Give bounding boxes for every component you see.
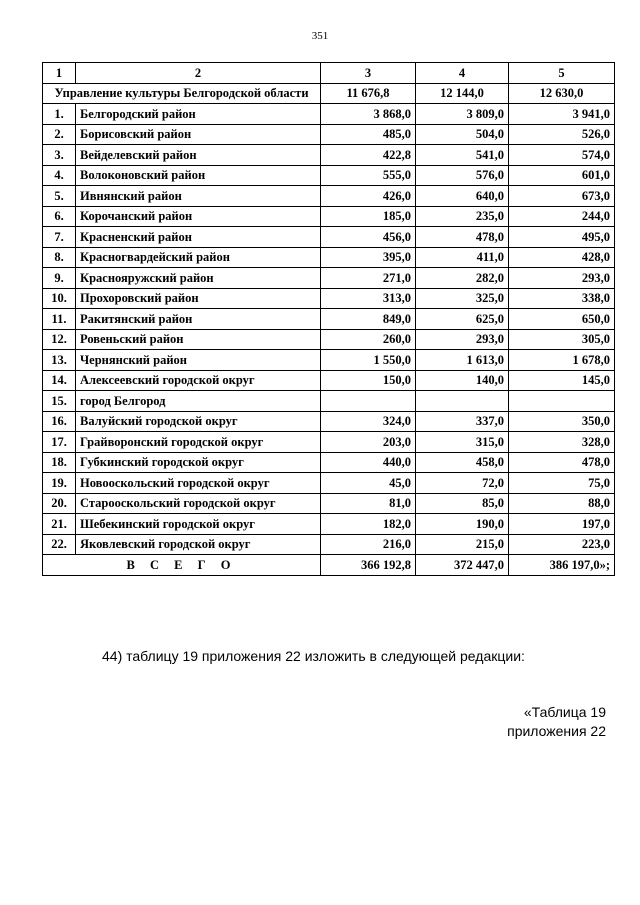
value-col5: 495,0 bbox=[509, 227, 615, 248]
table-row bbox=[43, 473, 615, 494]
total-value: 386 197,0»; bbox=[509, 555, 615, 576]
total-value: 366 192,8 bbox=[321, 555, 416, 576]
row-number: 2. bbox=[43, 124, 76, 145]
row-number: 20. bbox=[43, 493, 76, 514]
district-name: Белгородский район bbox=[76, 104, 321, 125]
value-col5: 1 678,0 bbox=[509, 350, 615, 371]
value-col3: 81,0 bbox=[321, 493, 416, 514]
district-name: Борисовский район bbox=[76, 124, 321, 145]
value-col5: 305,0 bbox=[509, 329, 615, 350]
table-row bbox=[43, 206, 615, 227]
row-number: 14. bbox=[43, 370, 76, 391]
value-col3: 849,0 bbox=[321, 309, 416, 330]
department-row bbox=[43, 83, 615, 104]
value-col4: 541,0 bbox=[416, 145, 509, 166]
district-name: Валуйский городской округ bbox=[76, 411, 321, 432]
table-row bbox=[43, 432, 615, 453]
row-number: 15. bbox=[43, 391, 76, 412]
table-row bbox=[43, 534, 615, 555]
value-col4: 1 613,0 bbox=[416, 350, 509, 371]
row-number: 11. bbox=[43, 309, 76, 330]
value-col3 bbox=[321, 391, 416, 412]
column-number: 4 bbox=[416, 63, 509, 84]
caption-line: «Таблица 19 bbox=[523, 704, 606, 720]
column-number-row bbox=[43, 63, 615, 84]
row-number: 8. bbox=[43, 247, 76, 268]
table-row bbox=[43, 329, 615, 350]
value-col3: 440,0 bbox=[321, 452, 416, 473]
value-col5: 3 941,0 bbox=[509, 104, 615, 125]
value-col3: 426,0 bbox=[321, 186, 416, 207]
value-col4: 478,0 bbox=[416, 227, 509, 248]
budget-table bbox=[42, 62, 615, 576]
table-row bbox=[43, 452, 615, 473]
row-number: 21. bbox=[43, 514, 76, 535]
table-row bbox=[43, 411, 615, 432]
value-col5: 428,0 bbox=[509, 247, 615, 268]
table-row bbox=[43, 104, 615, 125]
district-name: Вейделевский район bbox=[76, 145, 321, 166]
row-number: 18. bbox=[43, 452, 76, 473]
value-col5: 650,0 bbox=[509, 309, 615, 330]
row-number: 5. bbox=[43, 186, 76, 207]
row-number: 22. bbox=[43, 534, 76, 555]
value-col5: 88,0 bbox=[509, 493, 615, 514]
value-col4: 625,0 bbox=[416, 309, 509, 330]
value-col4: 315,0 bbox=[416, 432, 509, 453]
value-col4: 3 809,0 bbox=[416, 104, 509, 125]
district-name: Грайворонский городской округ bbox=[76, 432, 321, 453]
district-name: Ивнянский район bbox=[76, 186, 321, 207]
table-row bbox=[43, 514, 615, 535]
row-number: 4. bbox=[43, 165, 76, 186]
district-name: город Белгород bbox=[76, 391, 321, 412]
table-row bbox=[43, 145, 615, 166]
value-col3: 182,0 bbox=[321, 514, 416, 535]
value-col5: 350,0 bbox=[509, 411, 615, 432]
value-col5 bbox=[509, 391, 615, 412]
value-col4: 325,0 bbox=[416, 288, 509, 309]
value-col4: 72,0 bbox=[416, 473, 509, 494]
row-number: 12. bbox=[43, 329, 76, 350]
value-col5: 244,0 bbox=[509, 206, 615, 227]
district-name: Волоконовский район bbox=[76, 165, 321, 186]
value-col3: 555,0 bbox=[321, 165, 416, 186]
value-col4 bbox=[416, 391, 509, 412]
value-col3: 1 550,0 bbox=[321, 350, 416, 371]
table-row bbox=[43, 247, 615, 268]
value-col5: 293,0 bbox=[509, 268, 615, 289]
department-value: 12 144,0 bbox=[416, 83, 509, 104]
table-row bbox=[43, 124, 615, 145]
column-number: 3 bbox=[321, 63, 416, 84]
district-name: Прохоровский район bbox=[76, 288, 321, 309]
value-col3: 3 868,0 bbox=[321, 104, 416, 125]
district-name: Новооскольский городской округ bbox=[76, 473, 321, 494]
table-row bbox=[43, 309, 615, 330]
value-col4: 504,0 bbox=[416, 124, 509, 145]
value-col5: 601,0 bbox=[509, 165, 615, 186]
value-col4: 235,0 bbox=[416, 206, 509, 227]
value-col4: 190,0 bbox=[416, 514, 509, 535]
district-name: Ракитянский район bbox=[76, 309, 321, 330]
district-name: Чернянский район bbox=[76, 350, 321, 371]
table-caption bbox=[507, 703, 606, 741]
column-number: 2 bbox=[76, 63, 321, 84]
value-col3: 203,0 bbox=[321, 432, 416, 453]
value-col5: 338,0 bbox=[509, 288, 615, 309]
district-name: Краснояружский район bbox=[76, 268, 321, 289]
value-col4: 640,0 bbox=[416, 186, 509, 207]
row-number: 3. bbox=[43, 145, 76, 166]
row-number: 1. bbox=[43, 104, 76, 125]
district-name: Шебекинский городской округ bbox=[76, 514, 321, 535]
row-number: 10. bbox=[43, 288, 76, 309]
district-name: Яковлевский городской округ bbox=[76, 534, 321, 555]
value-col4: 411,0 bbox=[416, 247, 509, 268]
value-col5: 197,0 bbox=[509, 514, 615, 535]
department-value: 11 676,8 bbox=[321, 83, 416, 104]
value-col3: 456,0 bbox=[321, 227, 416, 248]
district-name: Алексеевский городской округ bbox=[76, 370, 321, 391]
value-col4: 458,0 bbox=[416, 452, 509, 473]
total-value: 372 447,0 bbox=[416, 555, 509, 576]
value-col5: 673,0 bbox=[509, 186, 615, 207]
value-col4: 215,0 bbox=[416, 534, 509, 555]
district-name: Губкинский городской округ bbox=[76, 452, 321, 473]
value-col3: 271,0 bbox=[321, 268, 416, 289]
row-number: 9. bbox=[43, 268, 76, 289]
row-number: 7. bbox=[43, 227, 76, 248]
row-number: 13. bbox=[43, 350, 76, 371]
total-row bbox=[43, 555, 615, 576]
value-col4: 85,0 bbox=[416, 493, 509, 514]
table-row bbox=[43, 288, 615, 309]
table-row bbox=[43, 165, 615, 186]
department-value: 12 630,0 bbox=[509, 83, 615, 104]
row-number: 17. bbox=[43, 432, 76, 453]
district-name: Красногвардейский район bbox=[76, 247, 321, 268]
value-col4: 337,0 bbox=[416, 411, 509, 432]
column-number: 5 bbox=[509, 63, 615, 84]
value-col5: 328,0 bbox=[509, 432, 615, 453]
value-col4: 140,0 bbox=[416, 370, 509, 391]
row-number: 6. bbox=[43, 206, 76, 227]
value-col4: 576,0 bbox=[416, 165, 509, 186]
value-col3: 395,0 bbox=[321, 247, 416, 268]
value-col3: 313,0 bbox=[321, 288, 416, 309]
table-row bbox=[43, 186, 615, 207]
department-name: Управление культуры Белгородской области bbox=[43, 83, 321, 104]
value-col5: 526,0 bbox=[509, 124, 615, 145]
value-col5: 145,0 bbox=[509, 370, 615, 391]
column-number: 1 bbox=[43, 63, 76, 84]
value-col3: 45,0 bbox=[321, 473, 416, 494]
value-col5: 478,0 bbox=[509, 452, 615, 473]
row-number: 16. bbox=[43, 411, 76, 432]
total-label: В С Е Г О bbox=[43, 555, 321, 576]
value-col4: 282,0 bbox=[416, 268, 509, 289]
caption-line: приложения 22 bbox=[507, 723, 606, 739]
value-col3: 260,0 bbox=[321, 329, 416, 350]
value-col4: 293,0 bbox=[416, 329, 509, 350]
value-col3: 422,8 bbox=[321, 145, 416, 166]
value-col3: 150,0 bbox=[321, 370, 416, 391]
district-name: Ровеньский район bbox=[76, 329, 321, 350]
page-number: 351 bbox=[311, 30, 329, 42]
value-col5: 574,0 bbox=[509, 145, 615, 166]
table-row bbox=[43, 268, 615, 289]
district-name: Старооскольский городской округ bbox=[76, 493, 321, 514]
row-number: 19. bbox=[43, 473, 76, 494]
table-row bbox=[43, 227, 615, 248]
value-col3: 485,0 bbox=[321, 124, 416, 145]
table-row bbox=[43, 350, 615, 371]
value-col3: 216,0 bbox=[321, 534, 416, 555]
table-row bbox=[43, 493, 615, 514]
value-col3: 324,0 bbox=[321, 411, 416, 432]
district-name: Корочанский район bbox=[76, 206, 321, 227]
table-row bbox=[43, 370, 615, 391]
amendment-paragraph: 44) таблицу 19 приложения 22 изложить в следующей редакции: bbox=[102, 648, 525, 664]
value-col3: 185,0 bbox=[321, 206, 416, 227]
district-name: Красненский район bbox=[76, 227, 321, 248]
table-row bbox=[43, 391, 615, 412]
value-col5: 223,0 bbox=[509, 534, 615, 555]
value-col5: 75,0 bbox=[509, 473, 615, 494]
